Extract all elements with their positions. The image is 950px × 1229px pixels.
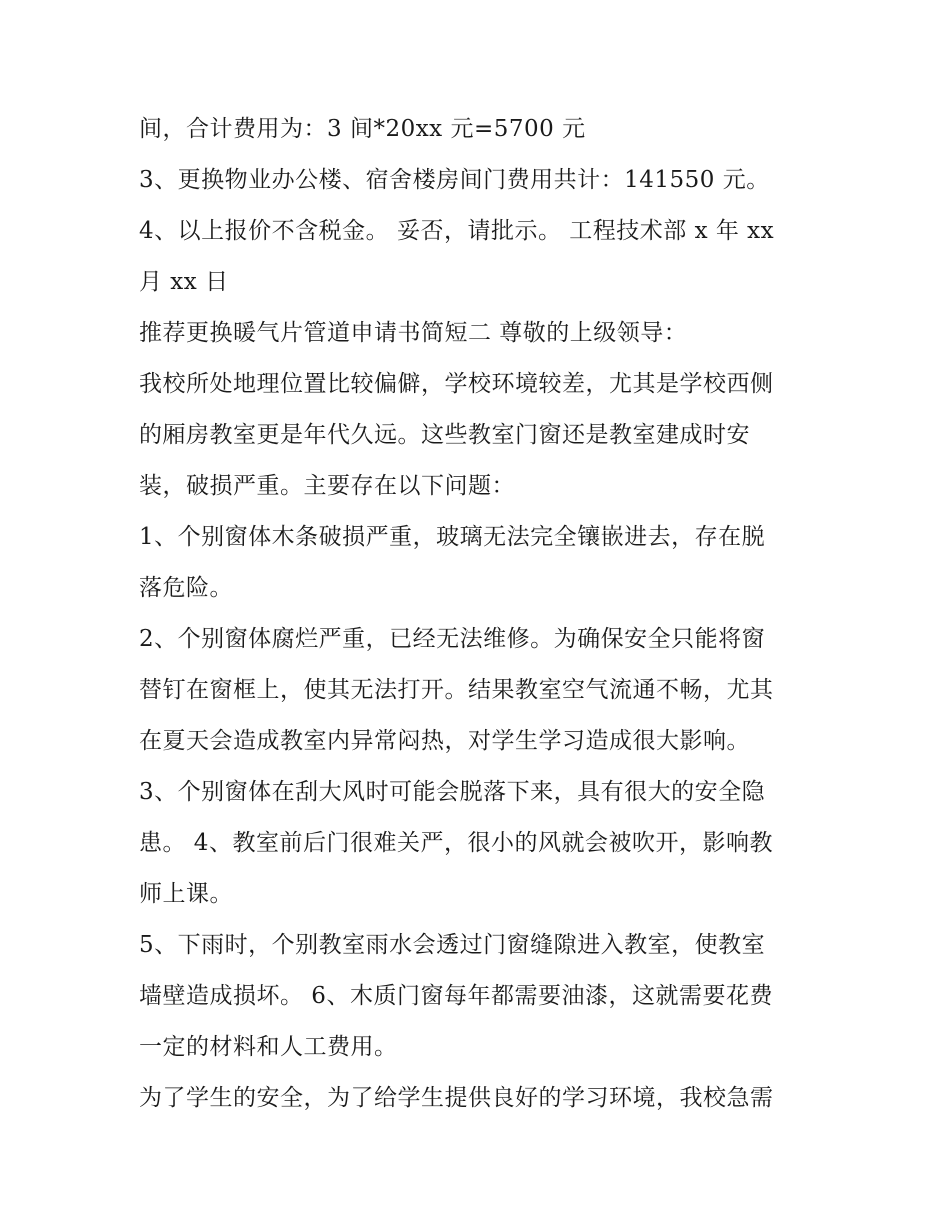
text-line: 装，破损严重。主要存在以下问题：: [139, 473, 515, 499]
text-line: 3、更换物业办公楼、宿舍楼房间门费用共计：141550 元。: [139, 167, 770, 193]
text-line: 在夏天会造成教室内异常闷热，对学生学习造成很大影响。: [139, 728, 750, 754]
text-line: 患。 4、教室前后门很难关严，很小的风就会被吹开，影响教: [139, 830, 773, 856]
text-line: 的厢房教室更是年代久远。这些教室门窗还是教室建成时安: [139, 422, 750, 448]
text-line: 间，合计费用为：3 间*20xx 元=5700 元: [139, 116, 586, 142]
text-line: 1、个别窗体木条破损严重，玻璃无法完全镶嵌进去，存在脱: [139, 524, 766, 550]
text-line: 师上课。: [139, 881, 233, 907]
text-line: 3、个别窗体在刮大风时可能会脱落下来，具有很大的安全隐: [139, 779, 766, 805]
text-line: 5、下雨时，个别教室雨水会透过门窗缝隙进入教室，使教室: [139, 932, 766, 958]
text-line: 为了学生的安全，为了给学生提供良好的学习环境，我校急需: [139, 1085, 774, 1111]
text-line: 推荐更换暖气片管道申请书简短二 尊敬的上级领导：: [139, 320, 688, 346]
text-line: 月 xx 日: [139, 269, 229, 295]
text-line: 落危险。: [139, 575, 233, 601]
text-line: 一定的材料和人工费用。: [139, 1034, 398, 1060]
document-body: [139, 104, 819, 1124]
text-line: 4、以上报价不含税金。 妥否，请批示。 工程技术部 x 年 xx: [139, 218, 775, 244]
text-line: 替钉在窗框上，使其无法打开。结果教室空气流通不畅，尤其: [139, 677, 774, 703]
text-line: 2、个别窗体腐烂严重，已经无法维修。为确保安全只能将窗: [139, 626, 766, 652]
text-line: 我校所处地理位置比较偏僻，学校环境较差，尤其是学校西侧: [139, 371, 774, 397]
text-line: 墙壁造成损坏。 6、木质门窗每年都需要油漆，这就需要花费: [139, 983, 773, 1009]
